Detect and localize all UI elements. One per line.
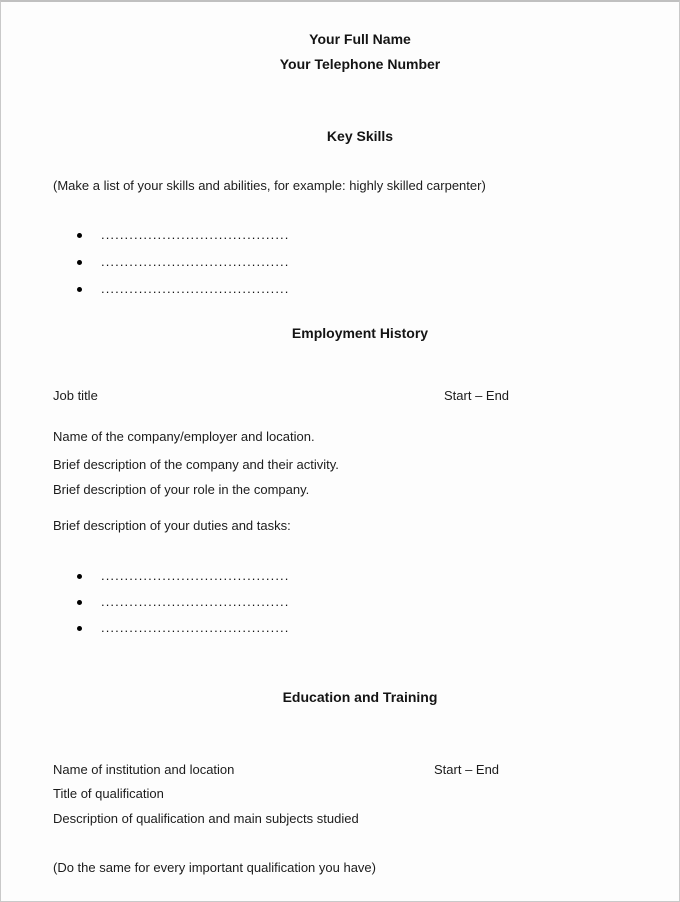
- full-name-heading: Your Full Name: [309, 31, 411, 47]
- bullet-icon: [77, 600, 82, 605]
- company-name-line: Name of the company/employer and location.: [53, 429, 315, 444]
- duties-label: Brief description of your duties and tasks:: [53, 518, 291, 533]
- bullet-icon: [77, 233, 82, 238]
- key-skills-item-placeholder: ........................................: [101, 254, 290, 269]
- bullet-icon: [77, 287, 82, 292]
- duties-item: [77, 620, 289, 636]
- duties-item-placeholder: ........................................: [101, 594, 290, 609]
- duties-item: [77, 594, 289, 610]
- bullet-icon: [77, 574, 82, 579]
- employment-date-range: Start – End: [444, 388, 510, 403]
- key-skills-hint: (Make a list of your skills and abilities, for example: highly skilled carpenter): [53, 178, 486, 193]
- qualification-title-line: Title of qualification: [53, 786, 164, 801]
- duties-item-placeholder: ........................................: [101, 620, 290, 635]
- employment-section-title: Employment History: [291, 325, 429, 341]
- key-skills-section-title: Key Skills: [326, 128, 394, 144]
- education-note: (Do the same for every important qualification you have): [53, 860, 376, 875]
- role-description-line: Brief description of your role in the company.: [53, 482, 310, 497]
- education-section-title: Education and Training: [282, 689, 438, 705]
- institution-line: Name of institution and location: [53, 762, 235, 777]
- key-skills-item-placeholder: ........................................: [101, 227, 290, 242]
- bullet-icon: [77, 626, 82, 631]
- bullet-icon: [77, 260, 82, 265]
- key-skills-item: [77, 281, 289, 297]
- duties-item-placeholder: ........................................: [101, 568, 290, 583]
- duties-item: [77, 568, 289, 584]
- job-title-label: Job title: [53, 388, 98, 403]
- education-date-range: Start – End: [434, 762, 500, 777]
- key-skills-item: [77, 254, 289, 270]
- key-skills-item: [77, 227, 289, 243]
- qualification-description-line: Description of qualification and main subjects studied: [53, 811, 359, 826]
- company-description-line: Brief description of the company and their activity.: [53, 457, 339, 472]
- telephone-heading: Your Telephone Number: [279, 56, 441, 72]
- key-skills-item-placeholder: ........................................: [101, 281, 290, 296]
